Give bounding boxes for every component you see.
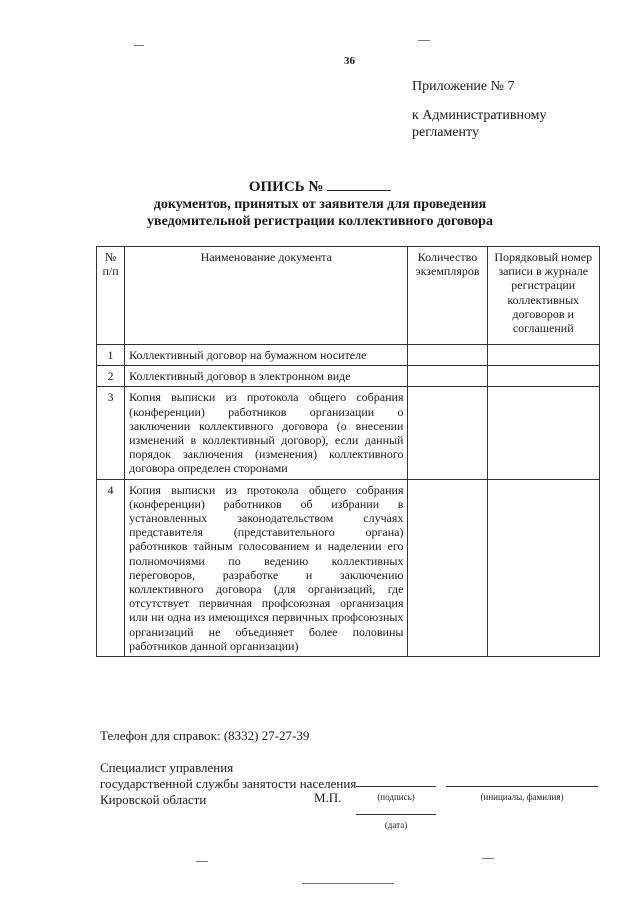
registration-cell xyxy=(487,387,600,479)
appendix-block xyxy=(412,78,547,141)
initials-caption: (инициалы, фамилия) xyxy=(480,792,564,802)
registration-cell xyxy=(487,479,600,656)
phone-info: Телефон для справок: (8332) 27-27-39 xyxy=(100,728,310,743)
header-qty: Количество экземпляров xyxy=(408,247,487,345)
scan-artifact-line xyxy=(302,883,394,884)
signature-caption: (подпись) xyxy=(377,792,415,802)
appendix-title: Приложение № 7 xyxy=(412,79,515,94)
page-number: 36 xyxy=(344,55,355,67)
stamp-label: М.П. xyxy=(314,790,342,805)
header-num: № п/п xyxy=(97,247,125,345)
registration-cell xyxy=(487,366,600,387)
table-header-row xyxy=(97,247,600,345)
signer-position: Специалист управления xyxy=(100,760,234,775)
scan-artifact-mark xyxy=(418,40,430,41)
scan-artifact-mark xyxy=(134,45,144,46)
row-number: 4 xyxy=(97,479,125,656)
table-row xyxy=(97,479,600,656)
document-title-block xyxy=(0,178,640,230)
signer-department: государственной службы занятости населения xyxy=(100,776,357,791)
table-row xyxy=(97,345,600,366)
number-blank-line xyxy=(327,178,391,191)
document-subtitle-line1: документов, принятых от заявителя для проведения xyxy=(153,197,487,212)
quantity-cell xyxy=(408,366,487,387)
header-reg: Порядковый номер записи в журнале регистрации коллективных договоров и соглашений xyxy=(487,247,600,345)
document-subtitle-line2: уведомительной регистрации коллективного договора xyxy=(147,214,493,229)
documents-table xyxy=(96,246,600,657)
row-number: 1 xyxy=(97,345,125,366)
date-line xyxy=(356,814,436,815)
initials-line xyxy=(446,786,598,787)
signature-line xyxy=(356,786,436,787)
table-row xyxy=(97,387,600,479)
row-number: 3 xyxy=(97,387,125,479)
scan-artifact-mark xyxy=(482,858,494,859)
document-name: Коллективный договор в электронном виде xyxy=(125,366,408,387)
table-row xyxy=(97,366,600,387)
document-title: ОПИСЬ № xyxy=(248,179,324,195)
registration-cell xyxy=(487,345,600,366)
date-caption: (дата) xyxy=(384,820,408,830)
row-number: 2 xyxy=(97,366,125,387)
document-name: Копия выписки из протокола общего собрания (конференции) работников об избрании в установленных законодательством случаях представителя (представительного органа) работников тайным голосованием и наделении его полномочиями по ведению коллективных переговоров, разработке и заключению коллективного договора (для организаций, где отсутствует первичная профсоюзная организация или ни одна из имеющихся первичных профсоюзных организаций не объединяет более половины работников данной организации) xyxy=(125,479,408,656)
quantity-cell xyxy=(408,387,487,479)
quantity-cell xyxy=(408,479,487,656)
quantity-cell xyxy=(408,345,487,366)
appendix-reference: к Административному xyxy=(412,108,547,123)
header-name: Наименование документа xyxy=(125,247,408,345)
appendix-reference-cont: регламенту xyxy=(412,125,479,140)
signer-region: Кировской области xyxy=(100,792,207,807)
document-name: Копия выписки из протокола общего собрания (конференции) работников организации о заключении коллективного договора (о внесении изменений в коллективный договор), если данный порядок заключения (изменения) коллективного договора определен сторонами xyxy=(125,387,408,479)
document-name: Коллективный договор на бумажном носителе xyxy=(125,345,408,366)
scan-artifact-mark xyxy=(196,861,208,862)
